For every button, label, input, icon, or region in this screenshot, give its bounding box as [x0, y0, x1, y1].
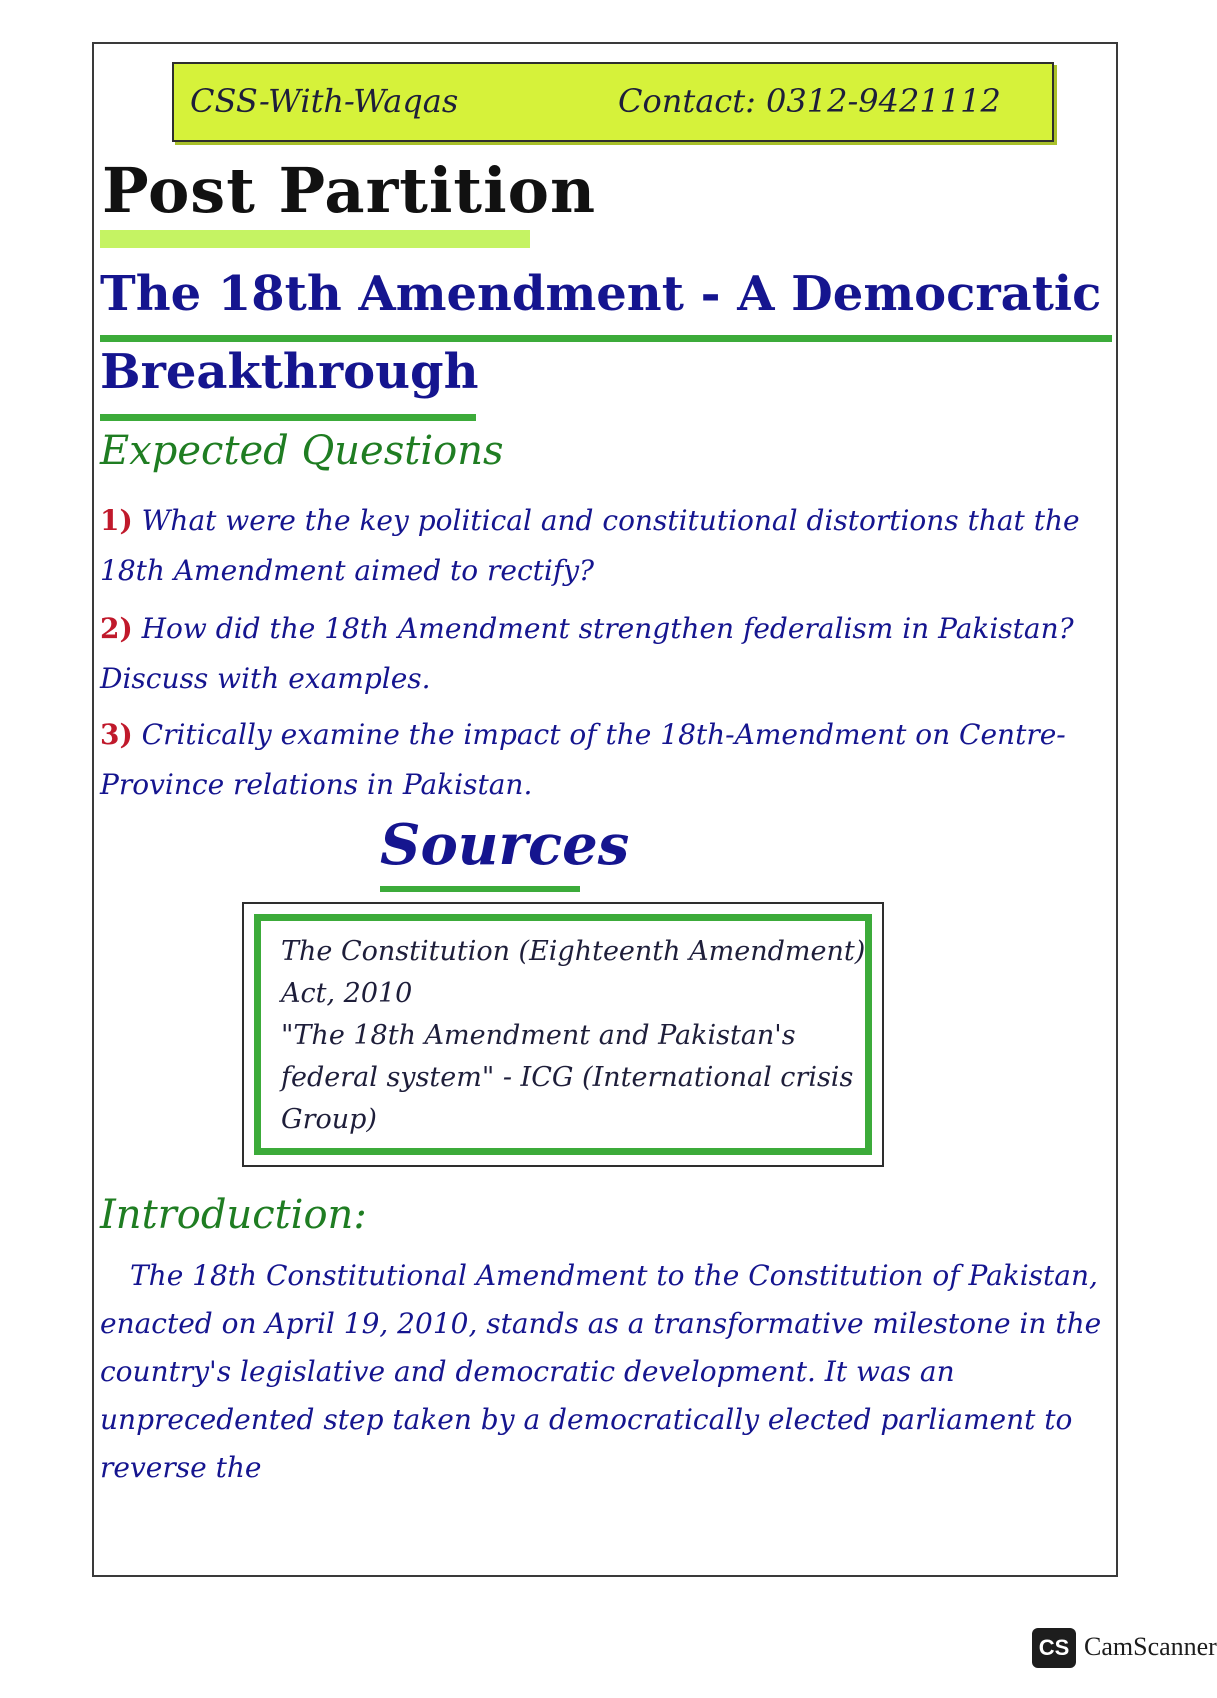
question-item [100, 710, 1110, 810]
question-text: How did the 18th Amendment strengthen federalism in Pakistan? Discuss with examples. [100, 612, 1074, 695]
question-item [100, 496, 1110, 596]
topic-title: The 18th Amendment - A Democratic [100, 266, 1102, 322]
question-number: 1) [100, 504, 133, 537]
question-item [100, 604, 1110, 704]
title-underline [100, 335, 1112, 342]
question-number: 3) [100, 718, 133, 751]
brand-name: CSS-With-Waqas [190, 82, 459, 120]
sources-box [242, 902, 884, 1167]
expected-questions-heading: Expected Questions [100, 428, 504, 474]
sources-underline [380, 886, 580, 892]
question-text: What were the key political and constitutional distortions that the 18th Amendment aimed to rectify? [100, 504, 1080, 587]
introduction-text: The 18th Constitutional Amendment to the Constitution of Pakistan, enacted on April 19, 2010, stands as a transformative milestone in the country's legislative and democratic development. It was an unprecedented step taken by a democratically elected parliament to reverse the [100, 1259, 1102, 1484]
section-title: Post Partition [102, 154, 597, 227]
sources-heading: Sources [380, 812, 630, 878]
header-bar [172, 62, 1054, 142]
camscanner-label: CamScanner [1084, 1632, 1217, 1661]
introduction-heading: Introduction: [100, 1192, 367, 1238]
title-underline-2 [100, 414, 476, 421]
topic-title-line2: Breakthrough [100, 344, 479, 400]
source-item: The Constitution (Eighteenth Amendment) Act, 2010 [281, 936, 866, 1009]
title-highlight [100, 230, 530, 248]
question-number: 2) [100, 612, 133, 645]
question-text: Critically examine the impact of the 18th-Amendment on Centre-Province relations in Pakistan. [100, 718, 1066, 801]
source-item: "The 18th Amendment and Pakistan's federal system" - ICG (International crisis Group) [281, 1020, 854, 1135]
notes-page [92, 42, 1118, 1577]
sources-inner-frame [254, 914, 872, 1155]
contact-number: Contact: 0312-9421112 [618, 82, 1001, 120]
camscanner-logo-icon: CS [1032, 1628, 1076, 1668]
